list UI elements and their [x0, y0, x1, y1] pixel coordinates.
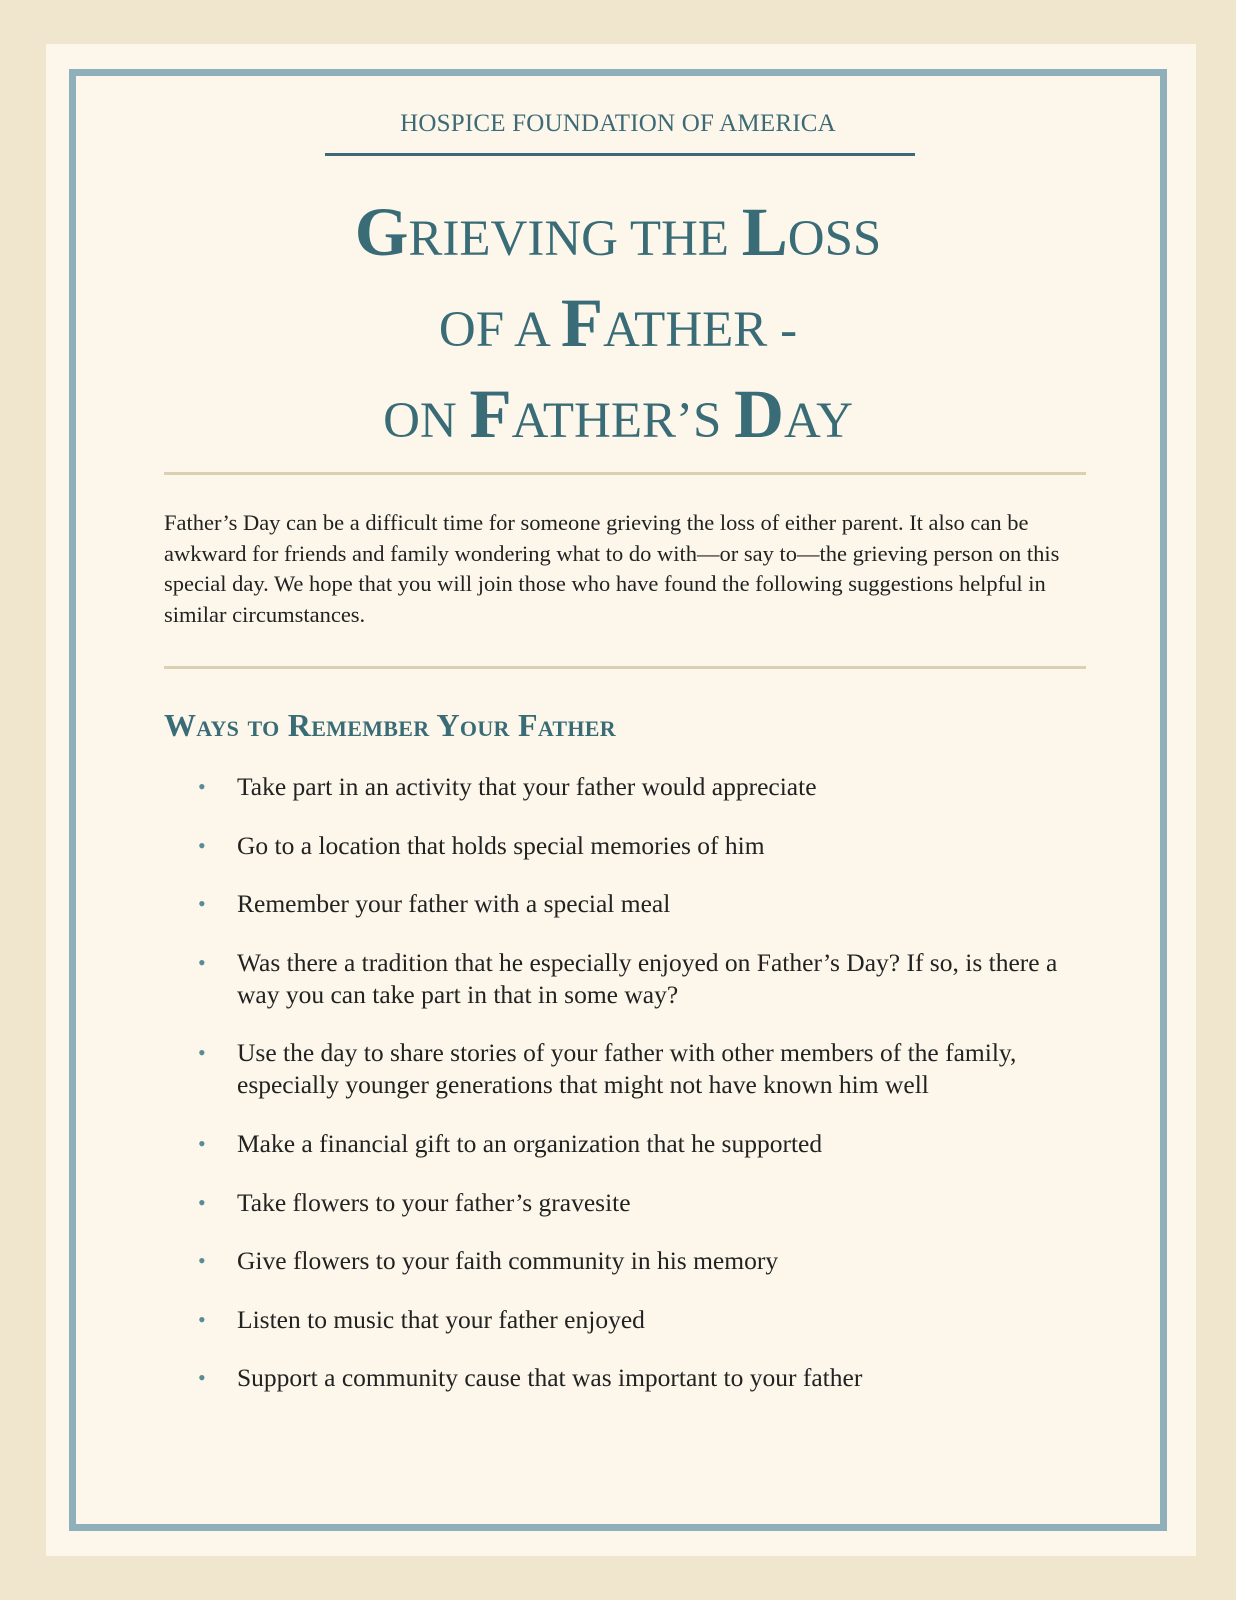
title-text: OSS	[787, 211, 882, 267]
list-item-text: Remember your father with a special meal	[237, 889, 671, 919]
list-item	[198, 1245, 1098, 1277]
list-item	[198, 1362, 1098, 1394]
title-text: ATHER’S	[511, 393, 735, 449]
bullet-icon: •	[198, 949, 206, 975]
list-item	[198, 1037, 1098, 1101]
organization-name: HOSPICE FOUNDATION OF AMERICA	[400, 110, 836, 137]
bullet-icon: •	[198, 1248, 206, 1274]
list-item	[198, 830, 1098, 862]
title-line-3	[0, 372, 1236, 463]
title-line-2	[0, 281, 1236, 372]
bullet-icon: •	[198, 832, 206, 858]
bullet-icon: •	[198, 1130, 206, 1156]
document-title	[0, 190, 1236, 463]
list-item-text: Make a financial gift to an organization that he supported	[237, 1128, 823, 1158]
title-text: ON	[383, 393, 470, 449]
bullet-icon: •	[198, 1306, 206, 1332]
list-item	[198, 1304, 1098, 1336]
list-item-text: Take part in an activity that your father would appreciate	[237, 772, 817, 801]
title-text: AY	[783, 393, 853, 449]
title-initial-capital: L	[741, 194, 788, 270]
list-item-text: Was there a tradition that he especially enjoyed on Father’s Day? If so, is there a way you can take part in that in some way?	[237, 947, 1058, 1009]
suggestion-list	[198, 771, 1098, 1421]
divider-top	[164, 472, 1086, 475]
list-item	[198, 1128, 1098, 1160]
bullet-icon: •	[198, 891, 206, 917]
title-text: RIEVING THE	[408, 211, 742, 267]
list-item-text: Give flowers to your faith community in his memory	[237, 1246, 779, 1276]
list-item-text: Support a community cause that was important to your father	[237, 1363, 863, 1393]
list-item	[198, 888, 1098, 920]
title-initial-capital: D	[734, 376, 784, 452]
list-item	[198, 771, 1098, 803]
title-initial-capital: F	[469, 376, 512, 452]
title-text: OF A	[438, 302, 561, 358]
bullet-icon: •	[198, 774, 206, 799]
section-heading: Ways to Remember Your Father	[164, 707, 616, 743]
title-initial-capital: G	[354, 194, 409, 270]
list-item	[198, 947, 1098, 1011]
list-item-text: Go to a location that holds special memories of him	[237, 830, 765, 860]
list-item-text: Listen to music that your father enjoyed	[237, 1304, 645, 1334]
title-line-1	[0, 190, 1236, 281]
divider-bottom	[164, 666, 1086, 669]
intro-paragraph: Father’s Day can be a difficult time for someone grieving the loss of either parent. It also can be awkward for friends and family wondering what to do with—or say to—the grieving person on this special day. We hope that you will join those who have found the following suggestions helpful in similar circumstances.	[164, 510, 1060, 627]
list-item-text: Use the day to share stories of your father with other members of the family, especially younger generations that might not have known him well	[237, 1038, 1017, 1100]
bullet-icon: •	[198, 1040, 206, 1066]
list-item-text: Take flowers to your father’s gravesite	[237, 1187, 631, 1217]
header-underline	[325, 153, 915, 156]
bullet-icon: •	[198, 1365, 206, 1391]
list-item	[198, 1187, 1098, 1219]
bullet-icon: •	[198, 1189, 206, 1215]
title-text: ATHER -	[602, 302, 798, 358]
title-initial-capital: F	[560, 285, 603, 361]
